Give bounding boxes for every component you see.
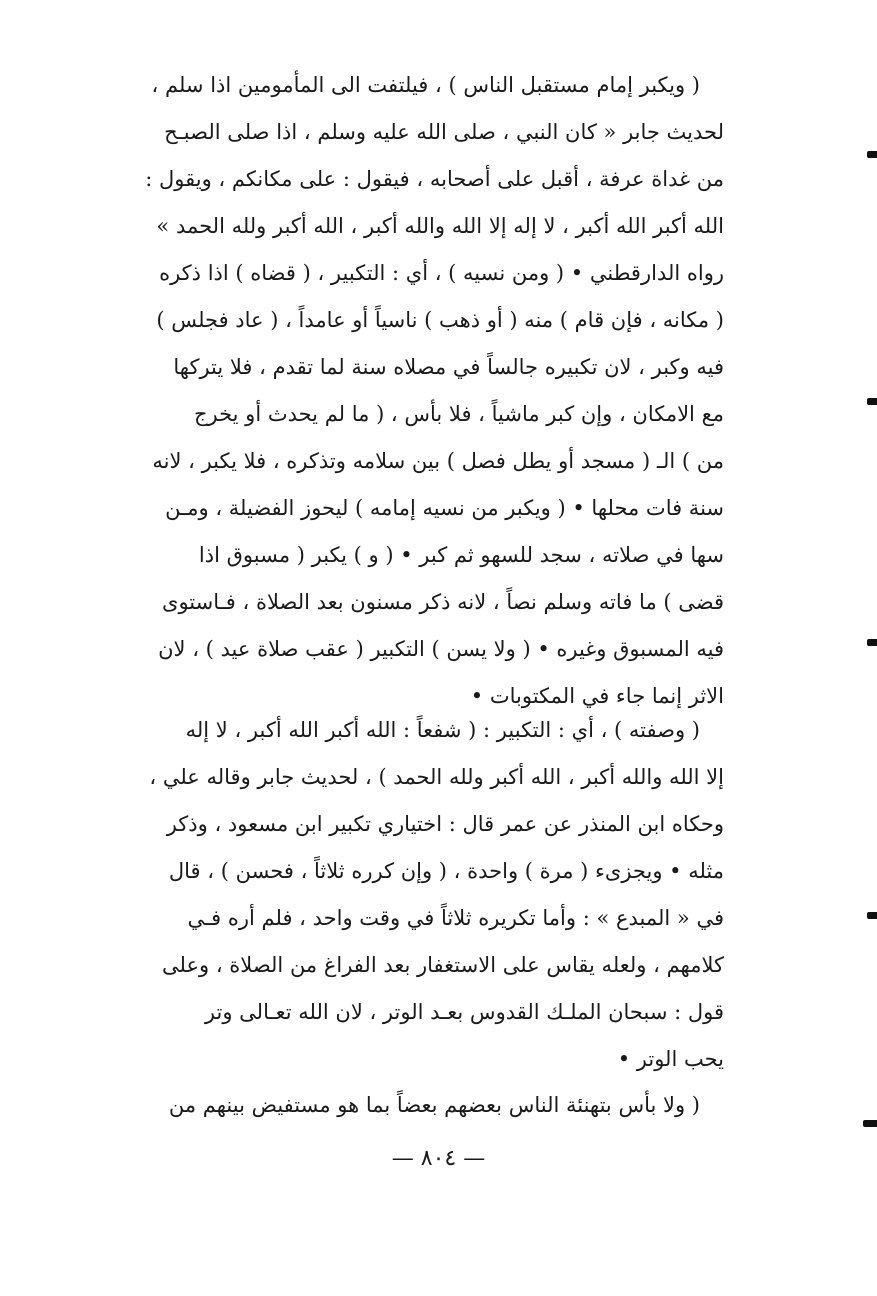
text-line: قول : سبحان الملـك القدوس بعـد الوتر ، لان الله تعـالى وتر xyxy=(204,1000,724,1024)
text-line: سنة فات محلها • ( ويكبر من نسيه إمامه ) ليحوز الفضيلة ، ومـن xyxy=(165,496,724,520)
paragraph-2 xyxy=(76,707,724,1083)
scan-edge-mark xyxy=(863,1120,877,1127)
text-line: مع الامكان ، وإن كبر ماشياً ، فلا بأس ، ( ما لم يحدث أو يخرج xyxy=(193,402,724,426)
text-line: ( مكانه ، فإن قام ) منه ( أو ذهب ) ناسياً أو عامداً ، ( عاد فجلس ) xyxy=(156,308,724,332)
scan-edge-mark xyxy=(867,639,877,646)
text-line: ( وصفته ) ، أي : التكبير : ( شفعاً : الله أكبر الله أكبر ، لا إله xyxy=(185,718,700,742)
paragraph-1 xyxy=(76,62,724,720)
text-line: من ) الـ ( مسجد أو يطل فصل ) بين سلامه وتذكره ، فلا يكبر ، لانه xyxy=(152,449,724,473)
page-number: — ٨٠٤ — xyxy=(391,1146,486,1171)
scan-edge-mark xyxy=(867,398,877,405)
text-line: إلا الله والله أكبر ، الله أكبر ولله الحمد ) ، لحديث جابر وقاله علي ، xyxy=(149,765,724,789)
text-line: كلامهم ، ولعله يقاس على الاستغفار بعد الفراغ من الصلاة ، وعلى xyxy=(162,953,724,977)
text-line: رواه الدارقطني • ( ومن نسيه ) ، أي : التكبير ، ( قضاه ) اذا ذكره xyxy=(159,261,724,285)
paragraph-3 xyxy=(76,1082,724,1129)
text-line: وحكاه ابن المنذر عن عمر قال : اختياري تكبير ابن مسعود ، وذكر xyxy=(166,812,724,836)
scan-edge-mark xyxy=(867,912,877,919)
text-line: مثله • ويجزىء ( مرة ) واحدة ، ( وإن كرره ثلاثاً ، فحسن ) ، قال xyxy=(168,859,724,883)
text-line: فيه وكبر ، لان تكبيره جالساً في مصلاه سنة لما تقدم ، فلا يتركها xyxy=(173,355,724,379)
text-line: ( ولا بأس بتهنئة الناس بعضهم بعضاً بما هو مستفيض بينهم من xyxy=(168,1093,700,1117)
text-line: الله أكبر الله أكبر ، لا إله إلا الله والله أكبر ، الله أكبر ولله الحمد » xyxy=(156,214,724,238)
text-line: في « المبدع » : وأما تكريره ثلاثاً في وقت واحد ، فلم أره فـي xyxy=(187,906,724,930)
text-line: لحديث جابر « كان النبي ، صلى الله عليه وسلم ، اذا صلى الصبـح xyxy=(164,120,724,144)
text-line: فيه المسبوق وغيره • ( ولا يسن ) التكبير ( عقب صلاة عيد ) ، لان xyxy=(158,637,724,661)
scan-edge-mark xyxy=(867,151,877,158)
text-line: قضى ) ما فاته وسلم نصاً ، لانه ذكر مسنون بعد الصلاة ، فـاستوى xyxy=(162,590,724,614)
text-line: ( ويكبر إمام مستقبل الناس ) ، فيلتفت الى المأمومين اذا سلم ، xyxy=(151,73,700,97)
text-line: سها في صلاته ، سجد للسهو ثم كبر • ( و ) يكبر ( مسبوق اذا xyxy=(198,543,724,567)
text-line: يحب الوتر • xyxy=(617,1047,724,1071)
text-line: من غداة عرفة ، أقبل على أصحابه ، فيقول : على مكانكم ، ويقول : xyxy=(145,167,724,191)
text-line: الاثر إنما جاء في المكتوبات • xyxy=(470,684,724,708)
